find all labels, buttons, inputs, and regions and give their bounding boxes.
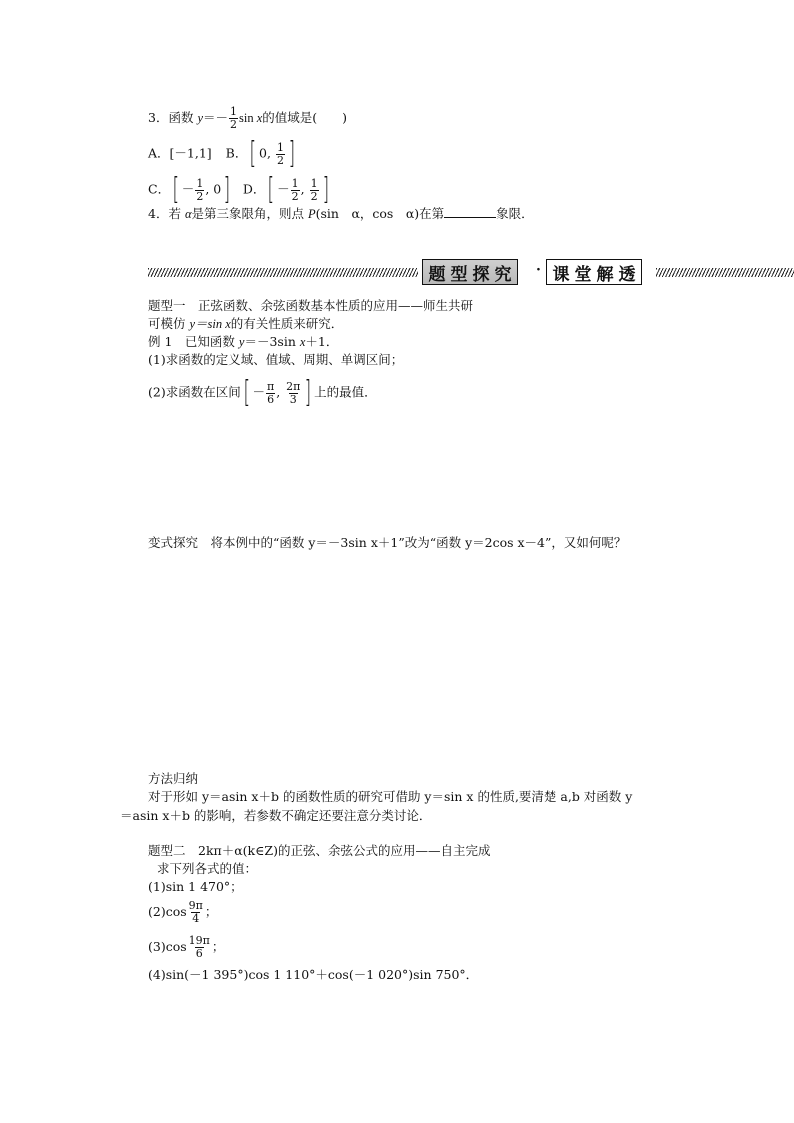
bracket-left: [ <box>172 172 180 207</box>
item-2-suffix: ； <box>204 904 218 919</box>
part2-den-2: 3 <box>289 392 297 406</box>
part2-comma: , <box>276 384 281 400</box>
bracket-right: ] <box>305 375 312 410</box>
banner-separator: · <box>536 262 541 278</box>
q3-x: x <box>256 111 263 125</box>
option-c-label: C． <box>148 181 171 197</box>
banner-char: 堂 <box>574 264 592 285</box>
q4-text-3: (sin α，cos α)在第 <box>315 206 445 221</box>
option-b-fraction <box>276 142 285 167</box>
part2-fraction-1 <box>266 381 275 406</box>
item-3-suffix: ； <box>211 939 225 954</box>
item-2-fraction <box>188 900 204 925</box>
option-c-den: 2 <box>196 189 204 203</box>
q4-text-2: 是第三象限角，则点 <box>191 206 308 221</box>
banner-char: 课 <box>552 264 570 285</box>
example-y: y <box>238 335 245 349</box>
method-line-2: ＝asin x＋b 的影响，若参数不确定还要注意分类讨论． <box>120 808 432 823</box>
example-prefix: 例 1 已知函数 <box>148 334 239 349</box>
example-part-2 <box>148 375 377 410</box>
part2-suffix: 上的最值． <box>314 384 377 400</box>
option-d-num-1: 1 <box>291 176 299 190</box>
item-2-den: 4 <box>192 912 200 925</box>
part2-den-1: 6 <box>267 392 275 406</box>
item-3-prefix: (3)cos <box>148 939 187 954</box>
banner-char: 解 <box>596 264 614 285</box>
q3-prefix: 3．函数 <box>148 110 198 125</box>
part2-minus: － <box>252 384 265 400</box>
item-2-prefix: (2)cos <box>148 904 187 919</box>
bracket-left: [ <box>268 172 275 207</box>
option-d-den-2: 2 <box>310 189 318 203</box>
example-x: x <box>299 335 306 349</box>
banner-char: 题 <box>428 264 446 285</box>
q4-text-1: 4．若 <box>148 206 185 221</box>
section-1-hint <box>148 316 343 332</box>
option-b-num: 1 <box>276 140 284 154</box>
banner-hatch-right <box>656 268 794 277</box>
bracket-left: [ <box>243 375 250 410</box>
option-d-fraction-2 <box>310 178 319 203</box>
banner-char: 探 <box>472 264 490 285</box>
option-d-comma: , <box>300 181 305 197</box>
part2-prefix: (2)求函数在区间 <box>148 384 241 400</box>
hint-suffix: 的有关性质来研究． <box>230 316 344 331</box>
bracket-right: ] <box>223 172 231 207</box>
example-1 <box>148 334 338 350</box>
option-c-fraction <box>195 178 204 203</box>
option-c-right: , 0 <box>205 181 222 197</box>
hint-prefix: 可模仿 <box>148 316 190 331</box>
q3-suffix: 的值域是( ) <box>262 110 348 125</box>
banner-char: 透 <box>618 264 636 285</box>
option-b-label: B． <box>225 145 248 161</box>
q3-y: y <box>197 111 203 125</box>
q3-fraction <box>229 106 238 131</box>
option-d-fraction-1 <box>291 178 300 203</box>
q3-options-cd <box>148 172 331 207</box>
banner-char: 究 <box>494 264 512 285</box>
bracket-right: ] <box>288 136 296 171</box>
option-d-minus: － <box>277 181 290 197</box>
item-3 <box>148 935 224 960</box>
q3-frac-num: 1 <box>230 105 238 118</box>
item-4: (4)sin(－1 395°)cos 1 110°＋cos(－1 020°)sin 750°． <box>148 967 479 982</box>
option-d-den-1: 2 <box>291 189 299 203</box>
part2-num-2: 2π <box>286 379 301 393</box>
q4-alpha: α <box>184 207 192 221</box>
banner-char: 型 <box>450 264 468 285</box>
bracket-left: [ <box>249 136 257 171</box>
part2-fraction-2 <box>285 381 301 406</box>
item-2-num: 9π <box>188 899 203 912</box>
variant-exploration: 变式探究 将本例中的“函数 y＝－3sin x＋1”改为“函数 y＝2cos x－4”，又如何呢？ <box>148 535 627 550</box>
q4-point-p: P <box>307 207 316 221</box>
banner-box-left <box>422 259 518 285</box>
section-2-prompt: 求下列各式的值： <box>157 861 258 876</box>
option-d-label: D． <box>242 181 266 197</box>
item-3-fraction <box>188 935 211 960</box>
example-part-1: (1)求函数的定义域、值域、周期、单调区间； <box>148 352 404 367</box>
q4-text-4: 象限． <box>496 206 534 221</box>
item-2 <box>148 900 217 925</box>
item-3-den: 6 <box>195 947 203 960</box>
option-a: A．[－1,1] <box>148 145 212 161</box>
option-d-num-2: 1 <box>310 176 318 190</box>
example-suffix: ＋1． <box>305 334 339 349</box>
answer-blank <box>444 205 496 218</box>
q3-options-ab <box>148 136 298 171</box>
hint-function: y＝sin x <box>189 317 231 331</box>
q3-sin: sin <box>239 111 257 125</box>
option-b-den: 2 <box>276 153 284 167</box>
option-c-num: 1 <box>196 176 204 190</box>
question-3 <box>148 106 347 131</box>
option-b-left: 0, <box>259 145 271 161</box>
part2-num-1: π <box>266 379 275 393</box>
method-line-1: 对于形如 y＝asin x＋b 的函数性质的研究可借助 y＝sin x 的性质,要清楚 a,b 对函数 y <box>148 789 633 804</box>
section-2-title: 题型二 2kπ＋α(k∈Z)的正弦、余弦公式的应用——自主完成 <box>148 843 491 858</box>
question-4 <box>148 205 534 222</box>
section-banner <box>148 258 794 286</box>
section-1-title: 题型一 正弦函数、余弦函数基本性质的应用——师生共研 <box>148 298 474 313</box>
bracket-right: ] <box>322 172 329 207</box>
q3-eq: ＝－ <box>203 110 229 125</box>
item-3-num: 19π <box>188 934 210 947</box>
q3-frac-den: 2 <box>230 118 238 131</box>
method-title: 方法归纳 <box>148 771 199 786</box>
banner-box-right <box>546 259 642 285</box>
option-c-minus: － <box>181 181 195 197</box>
example-eq: ＝－3sin <box>244 334 300 349</box>
banner-hatch-left <box>148 268 418 277</box>
item-1: (1)sin 1 470°； <box>148 879 243 894</box>
